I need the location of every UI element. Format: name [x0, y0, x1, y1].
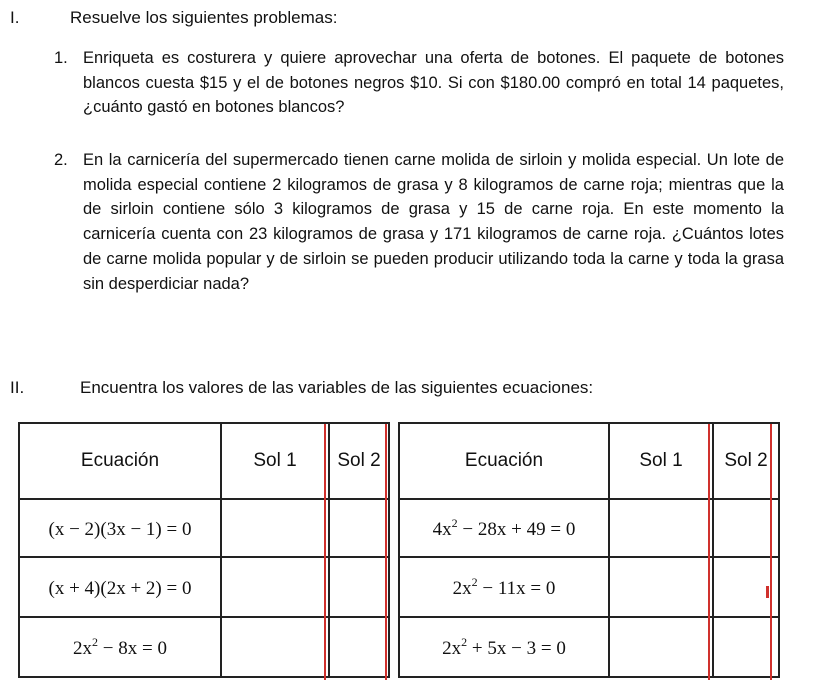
red-tick-mark — [766, 586, 769, 598]
table-row — [19, 557, 389, 617]
sol-1-cell[interactable] — [609, 557, 713, 617]
sol-1-cell[interactable] — [221, 499, 329, 557]
red-divider-line — [385, 424, 387, 680]
sol-2-cell[interactable] — [329, 499, 389, 557]
header-sol-1: Sol 1 — [221, 423, 329, 499]
table-header-row — [19, 423, 389, 499]
table-row — [19, 617, 389, 677]
header-ecuacion: Ecuación — [399, 423, 609, 499]
table-row — [399, 617, 779, 677]
section-1-number: I. — [10, 8, 20, 27]
red-divider-line — [708, 424, 710, 680]
section-1-title: Resuelve los siguientes problemas: — [70, 8, 338, 27]
table-row — [399, 557, 779, 617]
equation-cell: $2x^2 + 5x - 3 = 0$ — [399, 617, 609, 677]
problem-text: Enriqueta es costurera y quiere aprovechar una oferta de botones. El paquete de botones blancos cuesta $15 y el de botones negros $10. Si con $180.00 compró en total 14 paquetes, ¿cuánto gastó en botones blancos? — [83, 49, 784, 117]
table-row — [19, 499, 389, 557]
header-sol-2: Sol 2 — [329, 423, 389, 499]
problem-2 — [54, 148, 784, 296]
table-row — [399, 499, 779, 557]
problem-number: 1. — [54, 49, 68, 67]
equation-cell: $2x^2 - 8x = 0$ — [19, 617, 221, 677]
table-header-row — [399, 423, 779, 499]
red-divider-line — [770, 424, 772, 680]
sol-1-cell[interactable] — [221, 617, 329, 677]
section-2-title: Encuentra los valores de las variables de las siguientes ecuaciones: — [80, 378, 594, 397]
red-divider-line — [324, 424, 326, 680]
equations-table-right — [398, 422, 780, 678]
section-2-number: II. — [10, 378, 25, 397]
problem-1 — [54, 46, 784, 120]
sol-1-cell[interactable] — [609, 617, 713, 677]
equation-cell: (x − 2)(3x − 1) = 0 — [19, 499, 221, 557]
equation-cell: $4x^2 - 28x + 49 = 0$ — [399, 499, 609, 557]
header-sol-2: Sol 2 — [713, 423, 779, 499]
equation-cell: $2x^2 - 11x = 0$ — [399, 557, 609, 617]
header-ecuacion: Ecuación — [19, 423, 221, 499]
header-sol-1: Sol 1 — [609, 423, 713, 499]
equation-cell: (x + 4)(2x + 2) = 0 — [19, 557, 221, 617]
sol-2-cell[interactable] — [329, 557, 389, 617]
equations-table-left — [18, 422, 390, 678]
problem-number: 2. — [54, 151, 68, 169]
problem-text: En la carnicería del supermercado tienen carne molida de sirloin y molida especial. Un lote de molida especial contiene 2 kilogramos de grasa y 8 kilogramos de carne roja; mientras que la de sirloin contiene sólo 3 kilogramos de grasa y 15 de carne roja. En este momento la carnicería cuenta con 23 kilogramos de grasa y 171 kilogramos de carne roja. ¿Cuántos lotes de carne molida popular y de sirloin se pueden producir utilizando toda la carne y toda la grasa sin desperdiciar nada? — [83, 151, 784, 293]
sol-1-cell[interactable] — [609, 499, 713, 557]
sol-2-cell[interactable] — [329, 617, 389, 677]
sol-1-cell[interactable] — [221, 557, 329, 617]
